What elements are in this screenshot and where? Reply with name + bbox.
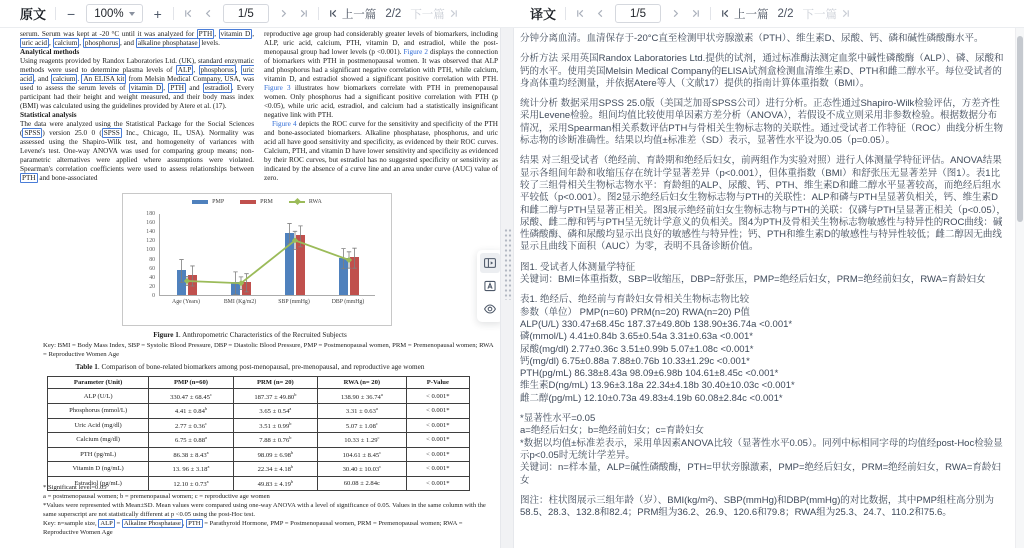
table1-cell: PTH (pg/mL) xyxy=(48,447,149,462)
translation-line: 钙(mg/dl) 6.75±0.88a 7.88±0.76b 10.33±1.29c <0.001* xyxy=(520,355,750,367)
last-page-button[interactable] xyxy=(298,8,309,19)
table1-cell: 7.88 ± 0.76$^b$ xyxy=(233,433,317,448)
y-axis-tick-label: 100 xyxy=(146,247,155,254)
table1-cell: 6.75 ± 0.88$^a$ xyxy=(149,433,233,448)
legend-label: PRM xyxy=(260,199,273,205)
section-heading: Statistical analysis xyxy=(20,111,77,119)
preview-button[interactable] xyxy=(480,299,500,319)
source-paragraph xyxy=(20,30,254,48)
term-highlight: calcium xyxy=(52,75,76,83)
chevron-down-icon xyxy=(129,12,135,16)
translation-paragraph xyxy=(520,294,1006,405)
table1-cell: < 0.001* xyxy=(406,418,469,433)
translation-line: 分钟分离血清。血清保存于-20°C直至检测甲状旁腺激素（PTH）、维生素D、尿酸、钙、磷和碱性磷酸酶水平。 xyxy=(520,33,984,44)
translation-line: *显著性水平=0.05 xyxy=(520,413,596,425)
table1-header-cell: PMP (n=60) xyxy=(149,377,233,389)
y-axis-tick-label: 120 xyxy=(146,238,155,245)
last-page-button[interactable] xyxy=(690,8,701,19)
table1-cell: < 0.001* xyxy=(406,389,469,404)
chart-overlay xyxy=(160,214,376,296)
table1-footnote xyxy=(43,492,499,501)
source-text-segment: , xyxy=(252,30,255,38)
legend-line-swatch xyxy=(289,201,305,203)
next-article-icon xyxy=(448,8,459,19)
source-text-segment: , xyxy=(214,30,219,38)
table1-cell: < 0.001* xyxy=(406,462,469,477)
source-text-segment: illustrates how biomarkers correlate with PTH in premenopausal women. Only phosphorus had a significant positive correlation with PTH (p <0.05), while uric acid, estradiol, and calcium had a statistically insignificant negative link with PTH. xyxy=(264,84,498,119)
prev-article-icon xyxy=(720,8,731,19)
translation-paragraph xyxy=(520,155,1006,253)
source-pane-title: 原文 xyxy=(20,7,47,22)
x-axis-tick-label: SBP (mmHg) xyxy=(278,299,310,305)
figure1-caption-text: . Anthropometric Characteristics of the Recruited Subjects xyxy=(178,331,347,339)
article-position: 2/2 xyxy=(385,7,402,20)
table1-cell: ALP (U/L) xyxy=(48,389,149,404)
source-text-segment: , xyxy=(48,39,53,47)
translation-scrollbar[interactable] xyxy=(1015,28,1024,548)
first-page-icon xyxy=(183,8,194,19)
first-page-button[interactable] xyxy=(575,8,586,19)
translation-pane xyxy=(514,28,1024,548)
eye-icon xyxy=(483,302,497,316)
source-paragraph xyxy=(264,30,498,120)
translate-button[interactable] xyxy=(480,276,500,296)
toolbar-divider xyxy=(710,7,711,20)
table1-cell: Vitamin D (ng/mL) xyxy=(48,462,149,477)
table1-cell: 98.09 ± 6.98$^b$ xyxy=(233,447,317,462)
prev-article-icon xyxy=(328,8,339,19)
table1-cell: 3.31 ± 0.63$^a$ xyxy=(318,403,407,418)
term-highlight: An ELISA kit xyxy=(83,75,125,83)
y-axis-tick-label: 20 xyxy=(149,283,155,290)
table1-cell: 2.77 ± 0.36$^c$ xyxy=(149,418,233,433)
term-highlight: PTH xyxy=(22,174,36,182)
term-highlight: uric acid xyxy=(20,66,255,83)
table1-cell: 86.38 ± 8.43$^a$ xyxy=(149,447,233,462)
legend-bar-swatch xyxy=(192,200,208,204)
page-number-input[interactable] xyxy=(223,4,269,23)
next-page-button[interactable] xyxy=(278,8,289,19)
last-page-icon xyxy=(298,8,309,19)
next-page-button[interactable] xyxy=(670,8,681,19)
table1-cell: Phosphorus (mmol/L) xyxy=(48,403,149,418)
y-axis-tick-label: 60 xyxy=(149,265,155,272)
next-article-button[interactable] xyxy=(803,6,852,22)
term-highlight: SPSS xyxy=(103,129,120,137)
table1-cell: < 0.001* xyxy=(406,403,469,418)
translation-line: 磷(mmol/L) 4.41±0.84b 3.65±0.54a 3.31±0.63a <0.001* xyxy=(520,331,753,343)
translation-paragraph xyxy=(520,262,1006,287)
chart-plot-area xyxy=(159,214,375,296)
source-paragraph xyxy=(20,57,254,111)
figure-link[interactable]: Figure 3 xyxy=(264,84,291,92)
source-text-segment: levels. xyxy=(199,39,220,47)
prev-page-button[interactable] xyxy=(595,8,606,19)
zoom-in-button[interactable]: + xyxy=(153,5,162,22)
legend-label: PMP xyxy=(212,199,225,205)
table1-header-row xyxy=(48,377,470,389)
source-text-segment: , xyxy=(193,66,199,74)
translation-line: a=绝经后妇女；b=绝经前妇女；c=育龄妇女 xyxy=(520,425,704,437)
term-highlight: Alkaline Phosphatase xyxy=(123,520,181,527)
table1-header-cell: PRM (n= 20) xyxy=(233,377,317,389)
source-text-segment: = xyxy=(114,520,122,527)
source-text-segment: The data were analyzed using the Statistical Package for the Social Sciences ( xyxy=(20,120,254,137)
y-axis-tick-label: 180 xyxy=(146,211,155,217)
table1-title xyxy=(0,363,500,371)
translation-paragraph xyxy=(520,53,1006,90)
term-highlight: alkaline phosphatase xyxy=(137,39,198,47)
page-number-input[interactable] xyxy=(615,4,661,23)
table1-cell: Uric Acid (mg/dl) xyxy=(48,418,149,433)
term-highlight: estradiol xyxy=(204,84,230,92)
figure1-caption xyxy=(0,331,500,339)
top-toolbar xyxy=(0,0,1024,28)
source-text-segment: Inc., Chicago, IL, USA). Normality was assessed using the Shapiro-Wilk test, and homogeneity of variances with Levene's test. One-way ANOVA was used for comparing group means; non-parametric alternatives were applied where assumptions were violated. Spearman's correlation coefficients were used to assess relationships between xyxy=(20,129,254,173)
table1-title-text: . Comparison of bone-related biomarkers among post-menopausal, pre-menopausal, and reproductive age women xyxy=(97,363,425,371)
figure1-caption-label: Figure 1 xyxy=(153,331,179,339)
source-column-right xyxy=(264,30,498,183)
source-text-segment: , xyxy=(163,84,169,92)
side-by-side-view-button[interactable] xyxy=(480,253,500,273)
table1-cell: < 0.001* xyxy=(406,447,469,462)
first-page-icon xyxy=(575,8,586,19)
scrollbar-thumb[interactable] xyxy=(1017,36,1023,222)
source-text-segment: Using reagents provided by Randox Laboratories Ltd. (UK), standard enzymatic methods were used to determine plasma levels of xyxy=(20,57,254,74)
next-article-button[interactable] xyxy=(410,6,459,22)
table1-cell: < 0.001* xyxy=(406,433,469,448)
x-axis-tick-label: DBP (mmHg) xyxy=(331,299,365,305)
table1-header-cell: Parameter (Unit) xyxy=(48,377,149,389)
term-highlight: ALP xyxy=(177,66,192,74)
prev-page-button[interactable] xyxy=(203,8,214,19)
table1-footnote xyxy=(43,501,499,519)
table1-cell: 3.51 ± 0.99$^b$ xyxy=(233,418,317,433)
zoom-level-select[interactable] xyxy=(86,4,142,23)
table1-title-label: Table 1 xyxy=(75,363,98,371)
table1-cell: 138.90 ± 36.74$^a$ xyxy=(318,389,407,404)
table1-cell: 330.47 ± 68.45$^c$ xyxy=(149,389,233,404)
translation-line: 雌二醇(pg/mL) 12.10±0.73a 49.83±4.19b 60.08±2.84c <0.001* xyxy=(520,392,783,404)
page-number-value: 1/5 xyxy=(237,7,254,20)
source-text-segment: Key: n=sample size, xyxy=(43,520,99,527)
table1-row xyxy=(48,462,470,477)
source-text-columns xyxy=(20,30,498,183)
prev-article-label: 上一篇 xyxy=(734,8,769,21)
source-text-segment: , xyxy=(79,39,83,47)
translation-line: 统计分析 数据采用SPSS 25.0版（美国芝加哥SPSS公司）进行分析。正态性通过Shapiro-Wilk检验评估，方差齐性采用Levene检验。组间均值比较使用单因素方差分析（ANOVA），若假设不成立则采用非参数检验。根据数据分布情况，采用Spearman相关系数评估PTH与骨相关生物标志物的关联性。通过受试者工作特征（ROC）曲线分析生物标志物的诊断准确性。结果以均值±标准差（SD）表示，显著性水平设为0.05（p=0.05）。 xyxy=(520,98,1003,147)
source-toolbar xyxy=(0,0,514,27)
chevron-right-icon xyxy=(670,8,681,19)
y-axis-tick-label: 40 xyxy=(149,274,155,281)
chevron-right-icon xyxy=(278,8,289,19)
translation-line: 表1. 绝经后、绝经前与育龄妇女骨相关生物标志物比较 xyxy=(520,294,750,306)
table1-cell: Calcium (mg/dl) xyxy=(48,433,149,448)
legend-item xyxy=(289,199,322,205)
term-highlight: PTH xyxy=(198,30,213,38)
next-article-icon xyxy=(840,8,851,19)
source-text-segment: and xyxy=(185,84,203,92)
article-position: 2/2 xyxy=(777,7,794,20)
toolbar-divider xyxy=(565,7,566,20)
legend-marker xyxy=(294,198,301,205)
zoom-out-button[interactable]: − xyxy=(67,5,76,22)
table1-row xyxy=(48,433,470,448)
translation-line: PTH(pg/mL) 86.38±8.43a 98.09±6.98b 104.61±8.45c <0.001* xyxy=(520,368,779,380)
table1-cell: 49.83 ± 4.19$^b$ xyxy=(233,476,317,491)
translation-paragraph xyxy=(520,495,1006,520)
table1-cell: 104.61 ± 8.45$^c$ xyxy=(318,447,407,462)
translation-paragraph xyxy=(520,98,1006,147)
legend-item xyxy=(240,199,273,205)
floating-toolbar xyxy=(477,250,500,322)
toolbar-divider xyxy=(55,7,56,20)
source-text-segment: and bone-associated xyxy=(37,174,98,182)
legend-bar-swatch xyxy=(240,200,256,204)
chevron-left-icon xyxy=(203,8,214,19)
pane-divider[interactable] xyxy=(500,28,514,548)
translation-line: 参数（单位） PMP(n=60) PRM(n=20) RWA(n=20) P值 xyxy=(520,306,750,318)
table1-header-cell: P-Value xyxy=(406,377,469,389)
table1-cell: 30.40 ± 10.03$^c$ xyxy=(318,462,407,477)
source-text-segment: , and xyxy=(33,75,51,83)
table1-cell: 60.08 ± 2.84c xyxy=(318,476,407,491)
legend-item xyxy=(192,199,224,205)
source-text-segment: . xyxy=(77,75,82,83)
source-text-segment: , xyxy=(182,520,187,527)
table1-header-cell: RWA (n= 20) xyxy=(318,377,407,389)
table1-footnote xyxy=(43,519,499,537)
source-text-segment: a = postmenopausal women; b = premenopausal women; c = reproductive age women xyxy=(43,493,270,500)
source-text-segment: = Parathyroid Hormone, PMP = Postmenopausal women, PRM = Premenopausal women; RWA = Reproductive Women Age xyxy=(43,520,463,536)
table1-cell: < 0.001* xyxy=(406,476,469,491)
section-heading: Analytical methods xyxy=(20,48,80,56)
term-highlight: vitamin D xyxy=(130,84,162,92)
translation-line: 结果 对三组受试者（绝经前、育龄期和绝经后妇女，前两组作为实验对照）进行人体测量学特征评估。ANOVA结果显示各组间年龄和收缩压存在统计学显著差异（p<0.001），但体重指数（BMI）和舒张压无显著差异（图1）。表1比较了三组骨相关生物标志物水平：育龄组的ALP、尿酸、钙、PTH、维生素D和雌二醇水平显著较高，而绝经后组水平较低（p<0.001）。图2显示绝经后妇女生物标志物与PTH的关联性：ALP和磷与PTH呈显著负相关，钙、维生素D和雌二醇与PTH呈显著正相关。图3展示绝经前妇女生物标志物与PTH的关联：仅磷与PTH呈显著正相关（p<0.05），尿酸、雌二醇和钙与PTH呈无统计学意义的负相关。图4为PTH及骨相关生物标志物敏感性与特异性的ROC曲线：碱性磷酸酶、磷和尿酸均显示出良好的敏感性与特异性；钙、PTH和维生素D的敏感性与特异性较低；雌二醇因无曲线显示且曲线下面积（AUC）为零，表明不具备诊断价值。 xyxy=(520,155,1006,253)
source-paragraph xyxy=(264,120,498,183)
x-axis-tick-label: BMI (Kg/m2) xyxy=(223,299,257,305)
term-highlight: uric acid xyxy=(22,39,47,47)
source-text-segment: reproductive age group had considerably greater levels of biomarkers, including ALP, uric acid, calcium, PTH, vitamin D, and estradiol, while the post-menopausal group had lower levels (p <0.001). xyxy=(264,30,498,56)
term-highlight: ALP xyxy=(100,520,113,527)
source-text-segment: . Every participant had their height and weight measured, and their body mass index (BMI) was calculated using the guidelines provided by Atere et al. (17). xyxy=(20,84,254,110)
source-text-segment: , and xyxy=(120,39,136,47)
term-highlight: phosphorus xyxy=(200,66,234,74)
legend-label: RWA xyxy=(308,199,322,205)
table1-footnote xyxy=(43,483,499,492)
figure-link[interactable]: Figure 4 xyxy=(272,120,297,128)
prev-article-button[interactable] xyxy=(720,6,769,22)
translation-line: 维生素D(ng/mL) 13.96±3.18a 22.34±4.18b 30.40±10.03c <0.001* xyxy=(520,380,795,392)
side-by-side-view-icon xyxy=(483,256,497,270)
prev-article-label: 上一篇 xyxy=(341,8,377,21)
table1-row xyxy=(48,418,470,433)
translation-line: ALP(U/L) 330.47±68.45c 187.37±49.80b 138.90±36.74a <0.001* xyxy=(520,318,793,330)
last-page-icon xyxy=(690,8,701,19)
toolbar-divider xyxy=(318,7,319,20)
source-text-segment: displays the connection of biomarkers with PTH in postmenopausal women. It was observed that ALP and phosphorus had a significant negative correlation with PTH, while calcium, vitamin D, and estradiol showed a significant positive correlation with PTH. xyxy=(264,48,499,83)
translation-line: 图注：柱状图展示三组年龄（岁）、BMI(kg/m²)、SBP(mmHg)和DBP(mmHg)的对比数据，其中PMP组柱高分别为58.5、28.3、132.8和82.4；PRM组为36.2、26.9、120.6和79.8；RWA组为25.3、24.7、110.2和75.6。 xyxy=(520,494,994,519)
translation-line: 关键词：BMI=体重指数，SBP=收缩压，DBP=舒张压，PMP=绝经后妇女，PRM=绝经前妇女，RWA=育龄妇女 xyxy=(520,274,986,286)
translation-line: 图1. 受试者人体测量学特征 xyxy=(520,261,636,273)
y-axis-tick-label: 80 xyxy=(149,256,155,263)
table1-cell: 187.37 ± 49.80$^b$ xyxy=(233,389,317,404)
pdf-page xyxy=(0,28,500,548)
table1-cell: 13. 96 ± 3.18$^a$ xyxy=(149,462,233,477)
term-highlight: vitamin D xyxy=(220,30,251,38)
translation-line: 尿酸(mg/dl) 2.77±0.36c 3.51±0.99b 5.07±1.08c <0.001* xyxy=(520,343,754,355)
translation-paragraph xyxy=(520,33,1006,45)
translation-line: *数据以均值±标准差表示，采用单因素ANOVA比较（显著性水平0.05）。同列中标相同字母的均值经post-Hoc检验显示p<0.05时无统计学差异。 xyxy=(520,437,1003,461)
first-page-button[interactable] xyxy=(183,8,194,19)
prev-article-button[interactable] xyxy=(328,6,377,22)
translation-line: 关键词：n=样本量，ALP=碱性磷酸酶，PTH=甲状旁腺激素，PMP=绝经后妇女，PRM=绝经前妇女，RWA=育龄妇女 xyxy=(520,462,1001,486)
table1 xyxy=(47,376,470,491)
translation-paragraph xyxy=(520,413,1006,487)
term-highlight: PTH xyxy=(188,520,201,527)
x-axis-tick-label: Age (Years) xyxy=(172,299,200,305)
table1-cell: 5.07 ± 1.08$^c$ xyxy=(318,418,407,433)
source-text-segment: from Melsin Medical Company, USA, was used to assess the serum levels of xyxy=(20,75,254,92)
translation-line: 分析方法 采用英国Randox Laboratories Ltd.提供的试剂，通过标准酶法测定血浆中碱性磷酸酶（ALP）、磷、尿酸和钙的水平。使用美国Melsin Medical Company的ELISA试剂盒检测血清维生素D、PTH和雌二醇水平。每位受试者的身高体重均经测量，并依据Atere等人（文献17）提供的指南计算体重指数（BMI）。 xyxy=(520,53,1004,89)
source-paragraph xyxy=(20,120,254,183)
term-highlight: calcium xyxy=(54,39,78,47)
table1-cell: 4.41 ± 0.84$^b$ xyxy=(149,403,233,418)
next-article-label: 下一篇 xyxy=(802,8,838,21)
toolbar-divider xyxy=(173,7,174,20)
figure1-key: Key: BMI = Body Mass Index, SBP = Systolic Blood Pressure, DBP = Diastolic Blood Pressure, PMP = Postmenopausal women, PRM = Premenopausal women; RWA = Reproductive Women Age xyxy=(43,342,494,358)
zoom-level-value: 100% xyxy=(94,7,124,20)
source-text-segment: ) version 25.0 0 ( xyxy=(42,129,102,137)
table1-cell: Estradiol (pg/mL) xyxy=(48,476,149,491)
source-text-segment: *Values were represented with Mean±SD. Mean values were compared using one-way ANOVA with a level of significance of 0.05. Values in the same column with the same superscript are not statistically different at p <0.05 using the post-Hoc test. xyxy=(43,502,486,518)
table1-cell: 3.65 ± 0.54$^a$ xyxy=(233,403,317,418)
source-text-segment: * Significant level=0.05 xyxy=(43,484,107,491)
figure1-bar-chart xyxy=(122,193,392,326)
translate-icon xyxy=(483,279,497,293)
y-axis-tick-label: 140 xyxy=(146,229,155,236)
term-highlight: PTH xyxy=(170,84,184,92)
source-text-segment: serum. Serum was kept at -20 °C until it was analyzed for xyxy=(20,30,197,38)
table1-row xyxy=(48,403,470,418)
page-number-value: 1/5 xyxy=(630,7,647,20)
table1-footnotes xyxy=(43,483,499,537)
figure-link[interactable]: Figure 2 xyxy=(403,48,428,56)
term-highlight: phosphorus xyxy=(84,39,119,47)
translation-pane-title: 译文 xyxy=(530,7,557,22)
source-text-segment: depicts the ROC curve for the sensitivity and specificity of the PTH and bone-associated biomarkers. Alkaline phosphatase, phosphorus, and uric acid all have good sensitivity and specificity, as evidenced by their ROC curves. Calcium, PTH, and vitamin D have lower sensitivity and specificity as evidenced by their ROC curves, but estradiol has no suggested specificity or sensitivity as indicated by the absence of a curve line and an area under curve (AUC) value of zero. xyxy=(264,120,498,182)
table1-cell: 22.34 ± 4.18$^b$ xyxy=(233,462,317,477)
translation-text xyxy=(520,33,1006,527)
table1-row xyxy=(48,389,470,404)
chevron-left-icon xyxy=(595,8,606,19)
table1-cell: 12.10 ± 0.73$^a$ xyxy=(149,476,233,491)
table1-cell: 10.33 ± 1.29$^c$ xyxy=(318,433,407,448)
source-document-pane xyxy=(0,28,500,548)
source-text-segment: , xyxy=(235,66,241,74)
y-axis-tick-label: 0 xyxy=(152,293,155,299)
chart-legend xyxy=(123,199,391,205)
source-column-left xyxy=(20,30,254,183)
next-article-label: 下一篇 xyxy=(410,8,445,21)
divider-drag-handle-icon[interactable] xyxy=(504,228,512,300)
term-highlight: SPSS xyxy=(24,129,41,137)
table1-row xyxy=(48,447,470,462)
translation-toolbar xyxy=(514,0,1024,27)
y-axis-tick-label: 160 xyxy=(146,220,155,227)
